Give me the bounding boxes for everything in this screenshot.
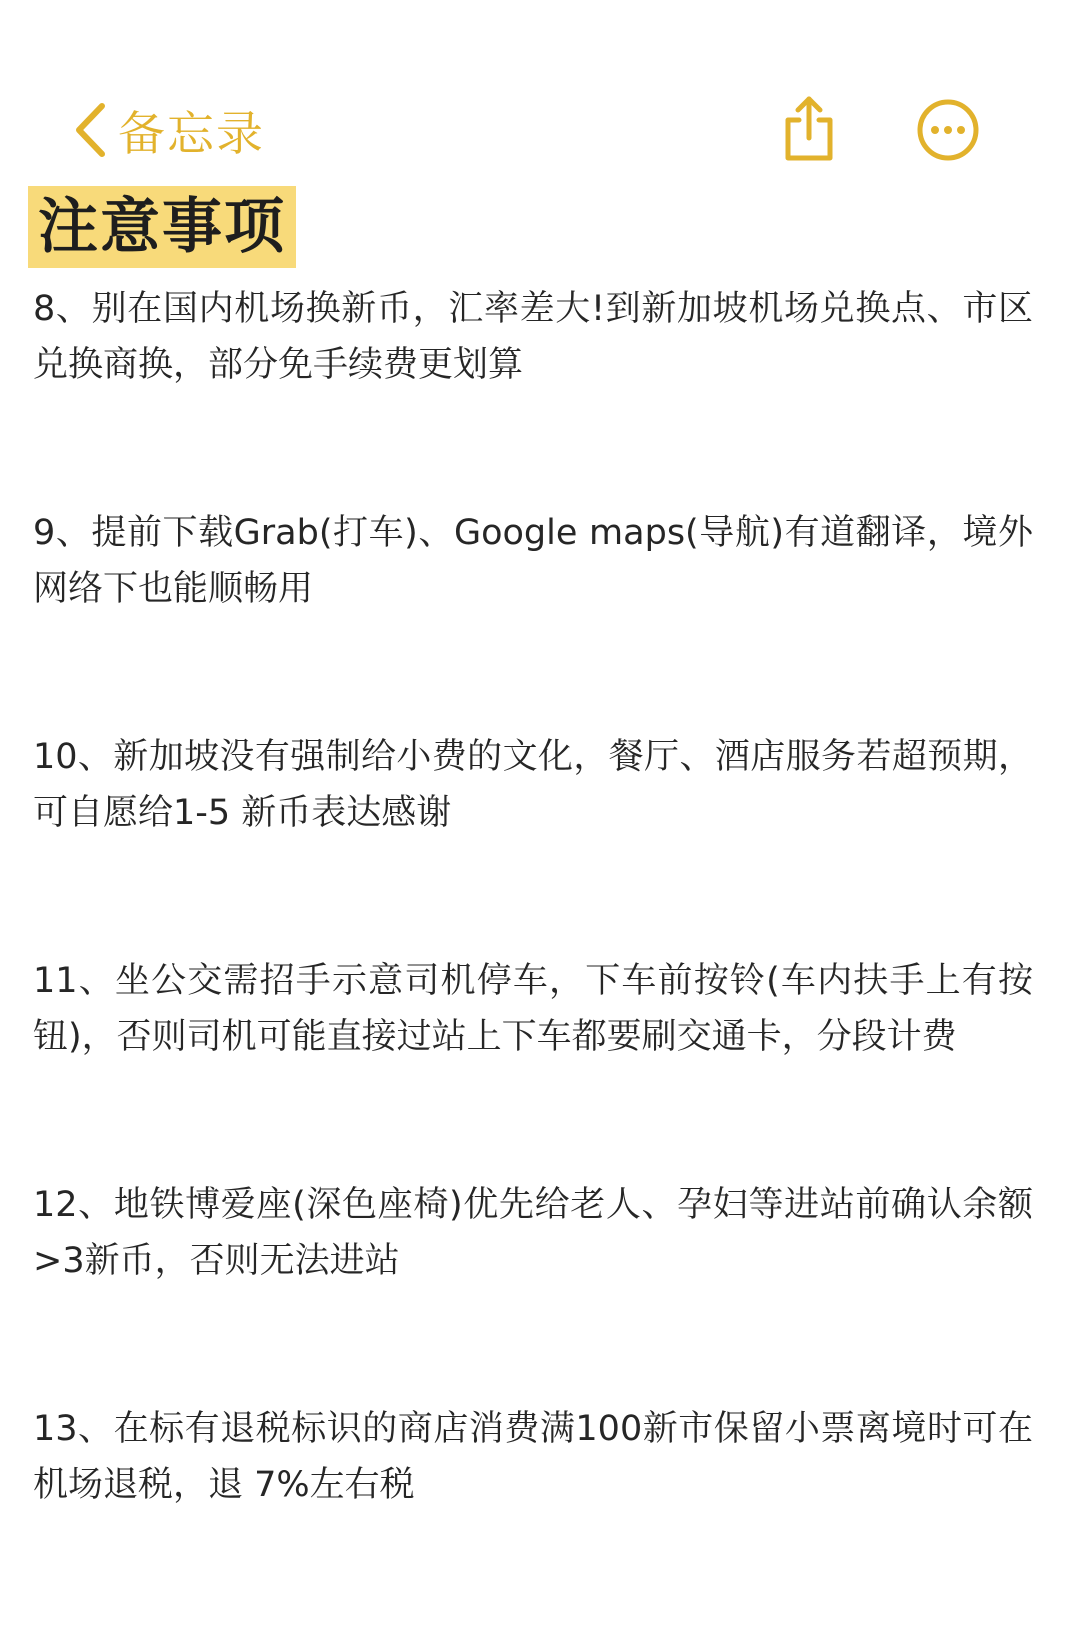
more-icon: [915, 97, 981, 163]
note-item-13: 13、在标有退税标识的商店消费满100新市保留小票离境时可在机场退税，退 7%左右税: [33, 1409, 1033, 1505]
nav-bar: [0, 80, 1080, 180]
note-item-11: 11、坐公交需招手示意司机停车，下车前按铃(车内扶手上有按钮)，否则司机可能直接过站上下车都要刷交通卡，分段计费: [33, 961, 1033, 1057]
note-item-9: 9、提前下载Grab(打车)、Google maps(导航)有道翻译，境外网络下也能顺畅用: [33, 513, 1033, 609]
note-body[interactable]: [33, 281, 1033, 1625]
share-icon: [778, 94, 840, 164]
chevron-left-icon: [70, 101, 110, 159]
note-item-10: 10、新加坡没有强制给小费的文化，餐厅、酒店服务若超预期，可自愿给1-5 新币表达感谢: [33, 737, 1033, 833]
back-label: 备忘录: [118, 106, 265, 162]
more-button[interactable]: [915, 97, 981, 163]
note-title: 注意事项: [28, 186, 296, 268]
note-item-8: 8、别在国内机场换新币，汇率差大!到新加坡机场兑换点、市区兑换商换，部分免手续费更划算: [33, 289, 1033, 385]
note-item-12: 12、地铁博爱座(深色座椅)优先给老人、孕妇等进站前确认余额>3新币，否则无法进站: [33, 1185, 1033, 1281]
back-button[interactable]: [70, 98, 265, 162]
share-button[interactable]: [778, 94, 840, 164]
